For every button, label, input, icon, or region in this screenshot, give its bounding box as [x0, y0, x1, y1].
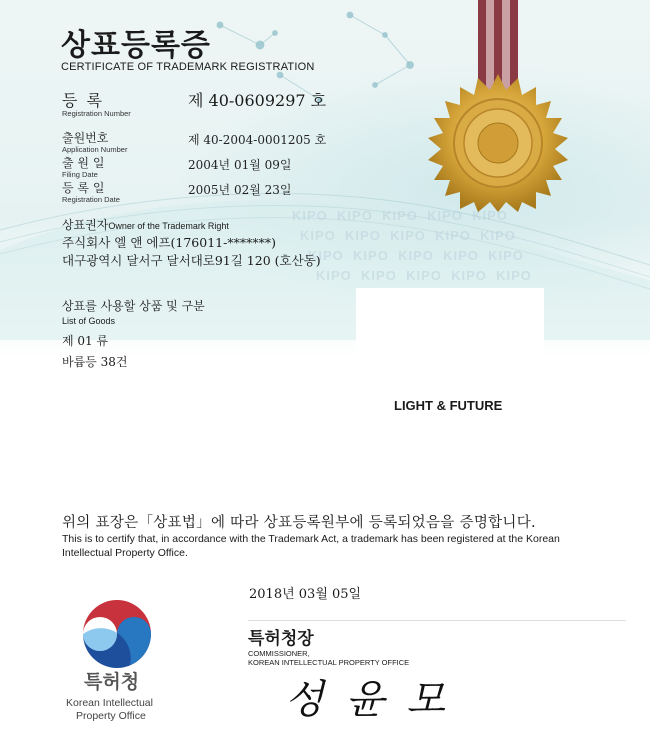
certificate-title: 상표등록증	[61, 28, 211, 63]
application-number: 제 40-2004-0001205 호	[188, 133, 327, 147]
commissioner-title-en-1: COMMISSIONER,	[248, 649, 310, 658]
trademark-text: LIGHT & FUTURE	[394, 398, 503, 413]
kipo-logo-name: 특허청	[84, 671, 140, 693]
owner-address: 대구광역시 달서구 달서대로91길 120 (호산동)	[62, 253, 321, 268]
commissioner-title-en-2: KOREAN INTELLECTUAL PROPERTY OFFICE	[248, 658, 410, 667]
filing-date-label: 출 원 일	[62, 156, 105, 170]
registration-date: 2005년 02월 23일	[188, 183, 292, 197]
signature-divider	[248, 620, 626, 621]
certification-statement-ko: 위의 표장은「상표법」에 따라 상표등록원부에 등록되었음을 증명합니다.	[62, 515, 536, 531]
trademark-box	[356, 288, 544, 472]
kipo-logo-name-en-2: Property Office	[76, 710, 146, 722]
kipo-logo-name-en-1: Korean Intellectual	[66, 697, 153, 709]
application-label: 출원번호	[62, 131, 109, 145]
registration-label-en: Registration Number	[62, 109, 131, 118]
registration-number: 제 40-0609297 호	[188, 91, 327, 110]
filing-date: 2004년 01월 09일	[188, 158, 292, 172]
registration-label: 등 록	[62, 91, 104, 110]
goods-class: 제 01 류	[62, 334, 109, 348]
goods-label: 상표를 사용할 상품 및 구분	[62, 299, 205, 313]
goods-items: 바륨등 38건	[62, 355, 128, 369]
owner-label-row	[62, 214, 229, 233]
certification-statement-en-2: Intellectual Property Office.	[62, 547, 188, 559]
filing-date-label-en: Filing Date	[62, 170, 98, 179]
commissioner-signature: 성윤모	[285, 677, 467, 723]
application-label-en: Application Number	[62, 145, 128, 154]
owner-label: 상표권자	[62, 218, 109, 232]
certification-statement-en-1: This is to certify that, in accordance with the Trademark Act, a trademark has been registered at the Korean	[62, 533, 560, 545]
watermark-row-4: KIPO KIPO KIPO KIPO KIPO	[316, 268, 532, 283]
goods-label-en: List of Goods	[62, 316, 116, 326]
gold-seal-icon	[398, 72, 598, 212]
commissioner-title: 특허청장	[248, 629, 314, 649]
owner-label-en: Owner of the Trademark Right	[108, 221, 229, 231]
owner-name: 주식회사 엘 앤 에프(176011-*******)	[62, 235, 276, 250]
certificate-subtitle: CERTIFICATE OF TRADEMARK REGISTRATION	[61, 61, 315, 73]
issue-date: 2018년 03월 05일	[249, 587, 362, 602]
watermark-row-2: KIPO KIPO KIPO KIPO KIPO	[300, 228, 516, 243]
registration-date-label-en: Registration Date	[62, 195, 120, 204]
registration-date-label: 등 록 일	[62, 181, 105, 195]
kipo-logo-icon	[80, 597, 154, 671]
watermark-row-1: KIPO KIPO KIPO KIPO KIPO	[292, 208, 508, 223]
watermark-row-3: KIPO KIPO KIPO KIPO KIPO	[308, 248, 524, 263]
